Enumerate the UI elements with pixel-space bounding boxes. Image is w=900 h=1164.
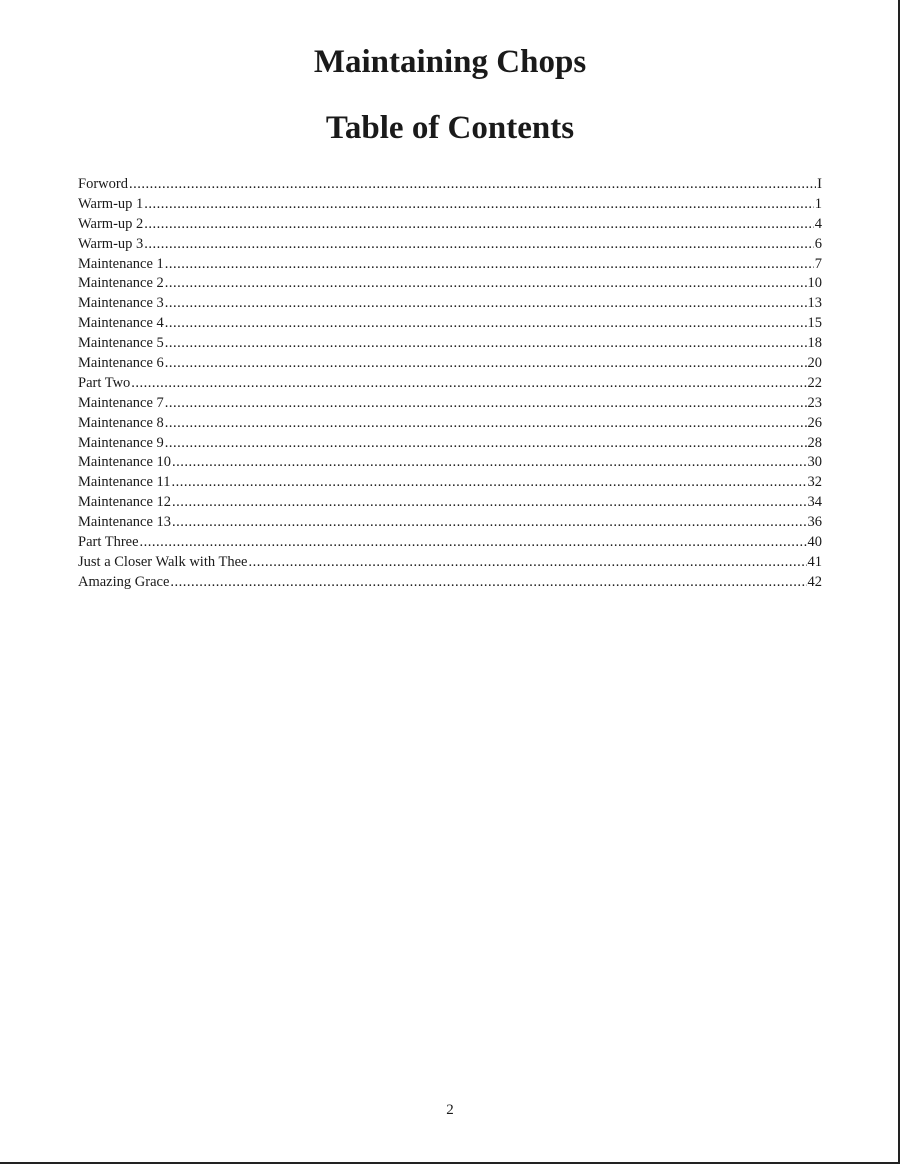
toc-dot-leader [172,453,806,473]
toc-dot-leader [165,354,807,374]
toc-entry-label: Maintenance 8 [78,414,164,431]
toc-entry-page: 28 [807,434,822,451]
toc-entry-label: Part Two [78,374,131,391]
toc-entry[interactable] [78,195,822,215]
toc-entry-page: 20 [807,355,822,372]
toc-dot-leader [172,513,806,533]
toc-entry[interactable] [78,453,822,473]
toc-entry-label: Maintenance 1 [78,255,164,272]
toc-entry-page: 18 [807,335,822,352]
toc-entry[interactable] [78,334,822,354]
toc-entry-page: 42 [807,573,822,590]
toc-entry-label: Warm-up 2 [78,215,144,232]
toc-heading: Table of Contents [325,110,575,146]
toc-dot-leader [248,553,806,573]
toc-entry[interactable] [78,175,822,195]
toc-dot-leader [165,255,814,275]
toc-entry-label: Maintenance 9 [78,434,164,451]
toc-entry[interactable] [78,374,822,394]
document-title: Maintaining Chops [313,44,587,80]
toc-entry[interactable] [78,294,822,314]
toc-entry[interactable] [78,314,822,334]
toc-entry[interactable] [78,434,822,454]
toc-entry-page: 22 [807,374,822,391]
toc-dot-leader [131,374,806,394]
toc-entry-page: I [817,176,822,192]
toc-entry[interactable] [78,573,822,593]
toc-dot-leader [171,473,806,493]
toc-entry-label: Maintenance 3 [78,295,164,312]
toc-entry-label: Amazing Grace [78,573,170,590]
toc-dot-leader [144,215,813,235]
toc-entry-label: Part Three [78,534,139,551]
toc-entry-page: 40 [807,534,822,551]
toc-dot-leader [165,314,807,334]
page-number: 2 [446,1102,454,1118]
toc-entry-label: Maintenance 7 [78,394,164,411]
toc-entry-label: Just a Closer Walk with Thee [78,553,248,570]
toc-entry-label: Maintenance 4 [78,315,164,332]
toc-dot-leader [165,414,807,434]
toc-entry[interactable] [78,215,822,235]
toc-dot-leader [165,334,807,354]
toc-entry-page: 7 [814,255,822,272]
toc-dot-leader [165,434,807,454]
toc-dot-leader [144,235,813,255]
toc-entry-page: 41 [807,553,822,570]
toc-dot-leader [140,533,807,553]
toc-entry[interactable] [78,493,822,513]
toc-entry[interactable] [78,235,822,255]
toc-entry-label: Maintenance 5 [78,335,164,352]
toc-entry-label: Maintenance 13 [78,514,172,531]
toc-entry-label: Maintenance 6 [78,355,164,372]
toc-entry-page: 15 [807,315,822,332]
toc-entry-page: 36 [807,514,822,531]
toc-entry[interactable] [78,553,822,573]
toc-entry-label: Maintenance 11 [78,474,171,491]
toc-entry-page: 10 [807,275,822,292]
toc-entry[interactable] [78,513,822,533]
toc-entry-page: 1 [814,195,822,212]
toc-entry-label: Forword [78,176,128,192]
toc-entry-page: 4 [814,215,822,232]
toc-entry[interactable] [78,473,822,493]
toc-entry[interactable] [78,414,822,434]
toc-entry-label: Maintenance 10 [78,454,172,471]
toc-entry[interactable] [78,533,822,553]
toc-dot-leader [165,294,807,314]
toc-dot-leader [144,195,813,215]
toc-entry-page: 32 [807,474,822,491]
toc-entry[interactable] [78,394,822,414]
toc-dot-leader [165,274,807,294]
toc-entry[interactable] [78,255,822,275]
toc-entry-label: Maintenance 2 [78,275,164,292]
toc-entry-page: 23 [807,394,822,411]
toc-entry-label: Warm-up 1 [78,195,144,212]
toc-dot-leader [129,175,816,195]
toc-entry-label: Maintenance 12 [78,494,172,511]
toc-entry-page: 13 [807,295,822,312]
toc-dot-leader [170,573,806,593]
toc-entry[interactable] [78,274,822,294]
toc-entry[interactable] [78,354,822,374]
toc-dot-leader [172,493,806,513]
toc-entry-page: 34 [807,494,822,511]
toc-entry-page: 6 [814,235,822,252]
toc-entry-page: 30 [807,454,822,471]
toc-entry-page: 26 [807,414,822,431]
toc-dot-leader [165,394,807,414]
toc-entry-label: Warm-up 3 [78,235,144,252]
table-of-contents [78,175,822,593]
